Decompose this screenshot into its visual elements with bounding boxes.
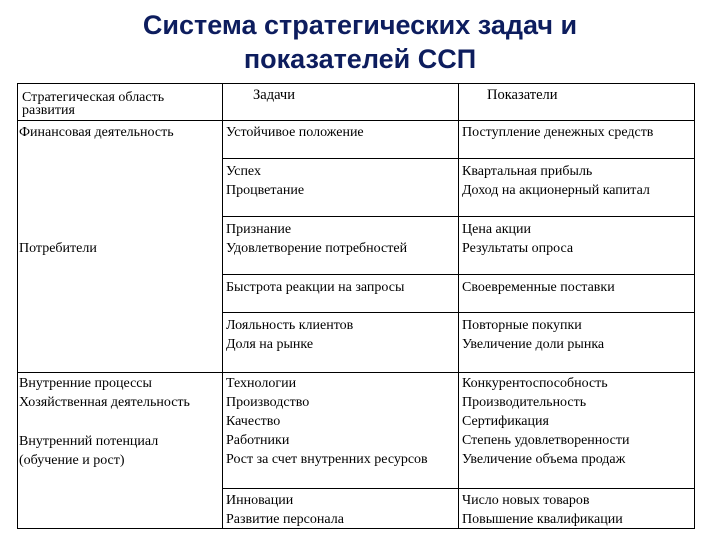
task-text: Доля на рынке	[226, 337, 314, 352]
task-text: Успех	[226, 164, 261, 179]
table-border-top	[17, 83, 695, 84]
task-cell	[226, 374, 428, 469]
task-text: Процветание	[226, 183, 305, 198]
task-text: Признание	[226, 222, 292, 237]
header-area-line-1: Стратегическая область	[22, 90, 165, 105]
column-divider-1	[222, 83, 223, 529]
task-text: Производство	[226, 395, 310, 410]
area-customers: Потребители	[19, 241, 97, 256]
area-internal-processes	[19, 374, 190, 412]
task-text: Развитие персонала	[226, 512, 344, 527]
indicator-text: Повторные покупки	[462, 318, 582, 333]
indicator-text: Доход на акционерный капитал	[462, 183, 650, 198]
area-potential-line-1: Внутренний потенциал	[19, 434, 159, 449]
header-strategic-area	[22, 91, 164, 117]
row-divider	[222, 312, 695, 313]
indicator-cell	[462, 374, 629, 469]
task-cell	[226, 278, 404, 297]
title-line-1: Система стратегических задач и	[142, 10, 578, 40]
task-text: Удовлетворение потребностей	[226, 241, 408, 256]
indicator-cell	[462, 220, 573, 258]
indicator-text: Квартальная прибыль	[462, 164, 593, 179]
indicator-text: Повышение квалификации	[462, 512, 623, 527]
table-border-right	[694, 83, 695, 529]
indicator-text: Своевременные поставки	[462, 280, 615, 295]
task-cell	[226, 316, 353, 354]
indicator-text: Результаты опроса	[462, 241, 574, 256]
task-text: Технологии	[226, 376, 297, 391]
task-text: Рост за счет внутренних ресурсов	[226, 452, 428, 467]
task-text: Устойчивое положение	[226, 125, 364, 140]
area-potential-line-2: (обучение и рост)	[19, 453, 125, 468]
indicator-text: Степень удовлетворенности	[462, 433, 630, 448]
area-financial: Финансовая деятельность	[19, 125, 174, 140]
indicator-cell	[462, 162, 650, 200]
task-text: Работники	[226, 433, 290, 448]
header-divider	[17, 120, 695, 121]
indicator-cell	[462, 123, 653, 142]
indicator-text: Производительность	[462, 395, 587, 410]
task-text: Инновации	[226, 493, 294, 508]
row-divider	[222, 488, 695, 489]
indicator-cell	[462, 316, 604, 354]
task-cell	[226, 123, 364, 142]
header-tasks: Задачи	[253, 87, 295, 103]
indicator-text: Увеличение объема продаж	[462, 452, 626, 467]
indicator-text: Конкурентоспособность	[462, 376, 608, 391]
row-divider	[222, 216, 695, 217]
area-internal-line-2: Хозяйственная деятельность	[19, 395, 190, 410]
page-title	[0, 8, 720, 76]
header-indicators: Показатели	[487, 87, 558, 103]
indicator-text: Число новых товаров	[462, 493, 590, 508]
task-text: Быстрота реакции на запросы	[226, 280, 405, 295]
indicator-text: Сертификация	[462, 414, 549, 429]
indicator-text: Увеличение доли рынка	[462, 337, 605, 352]
indicator-text: Поступление денежных средств	[462, 125, 654, 140]
title-line-2: показателей ССП	[243, 44, 477, 74]
section-divider	[17, 372, 695, 373]
indicator-text: Цена акции	[462, 222, 532, 237]
task-cell	[226, 220, 407, 258]
area-internal-potential	[19, 432, 158, 470]
indicator-cell	[462, 491, 623, 529]
row-divider	[222, 158, 695, 159]
task-cell	[226, 162, 304, 200]
task-cell	[226, 491, 344, 529]
indicator-cell	[462, 278, 615, 297]
column-divider-2	[458, 83, 459, 529]
area-internal-line-1: Внутренние процессы	[19, 376, 152, 391]
task-text: Лояльность клиентов	[226, 318, 354, 333]
task-text: Качество	[226, 414, 281, 429]
header-area-line-2: развития	[22, 103, 75, 118]
row-divider	[222, 274, 695, 275]
table-border-left	[17, 83, 18, 529]
